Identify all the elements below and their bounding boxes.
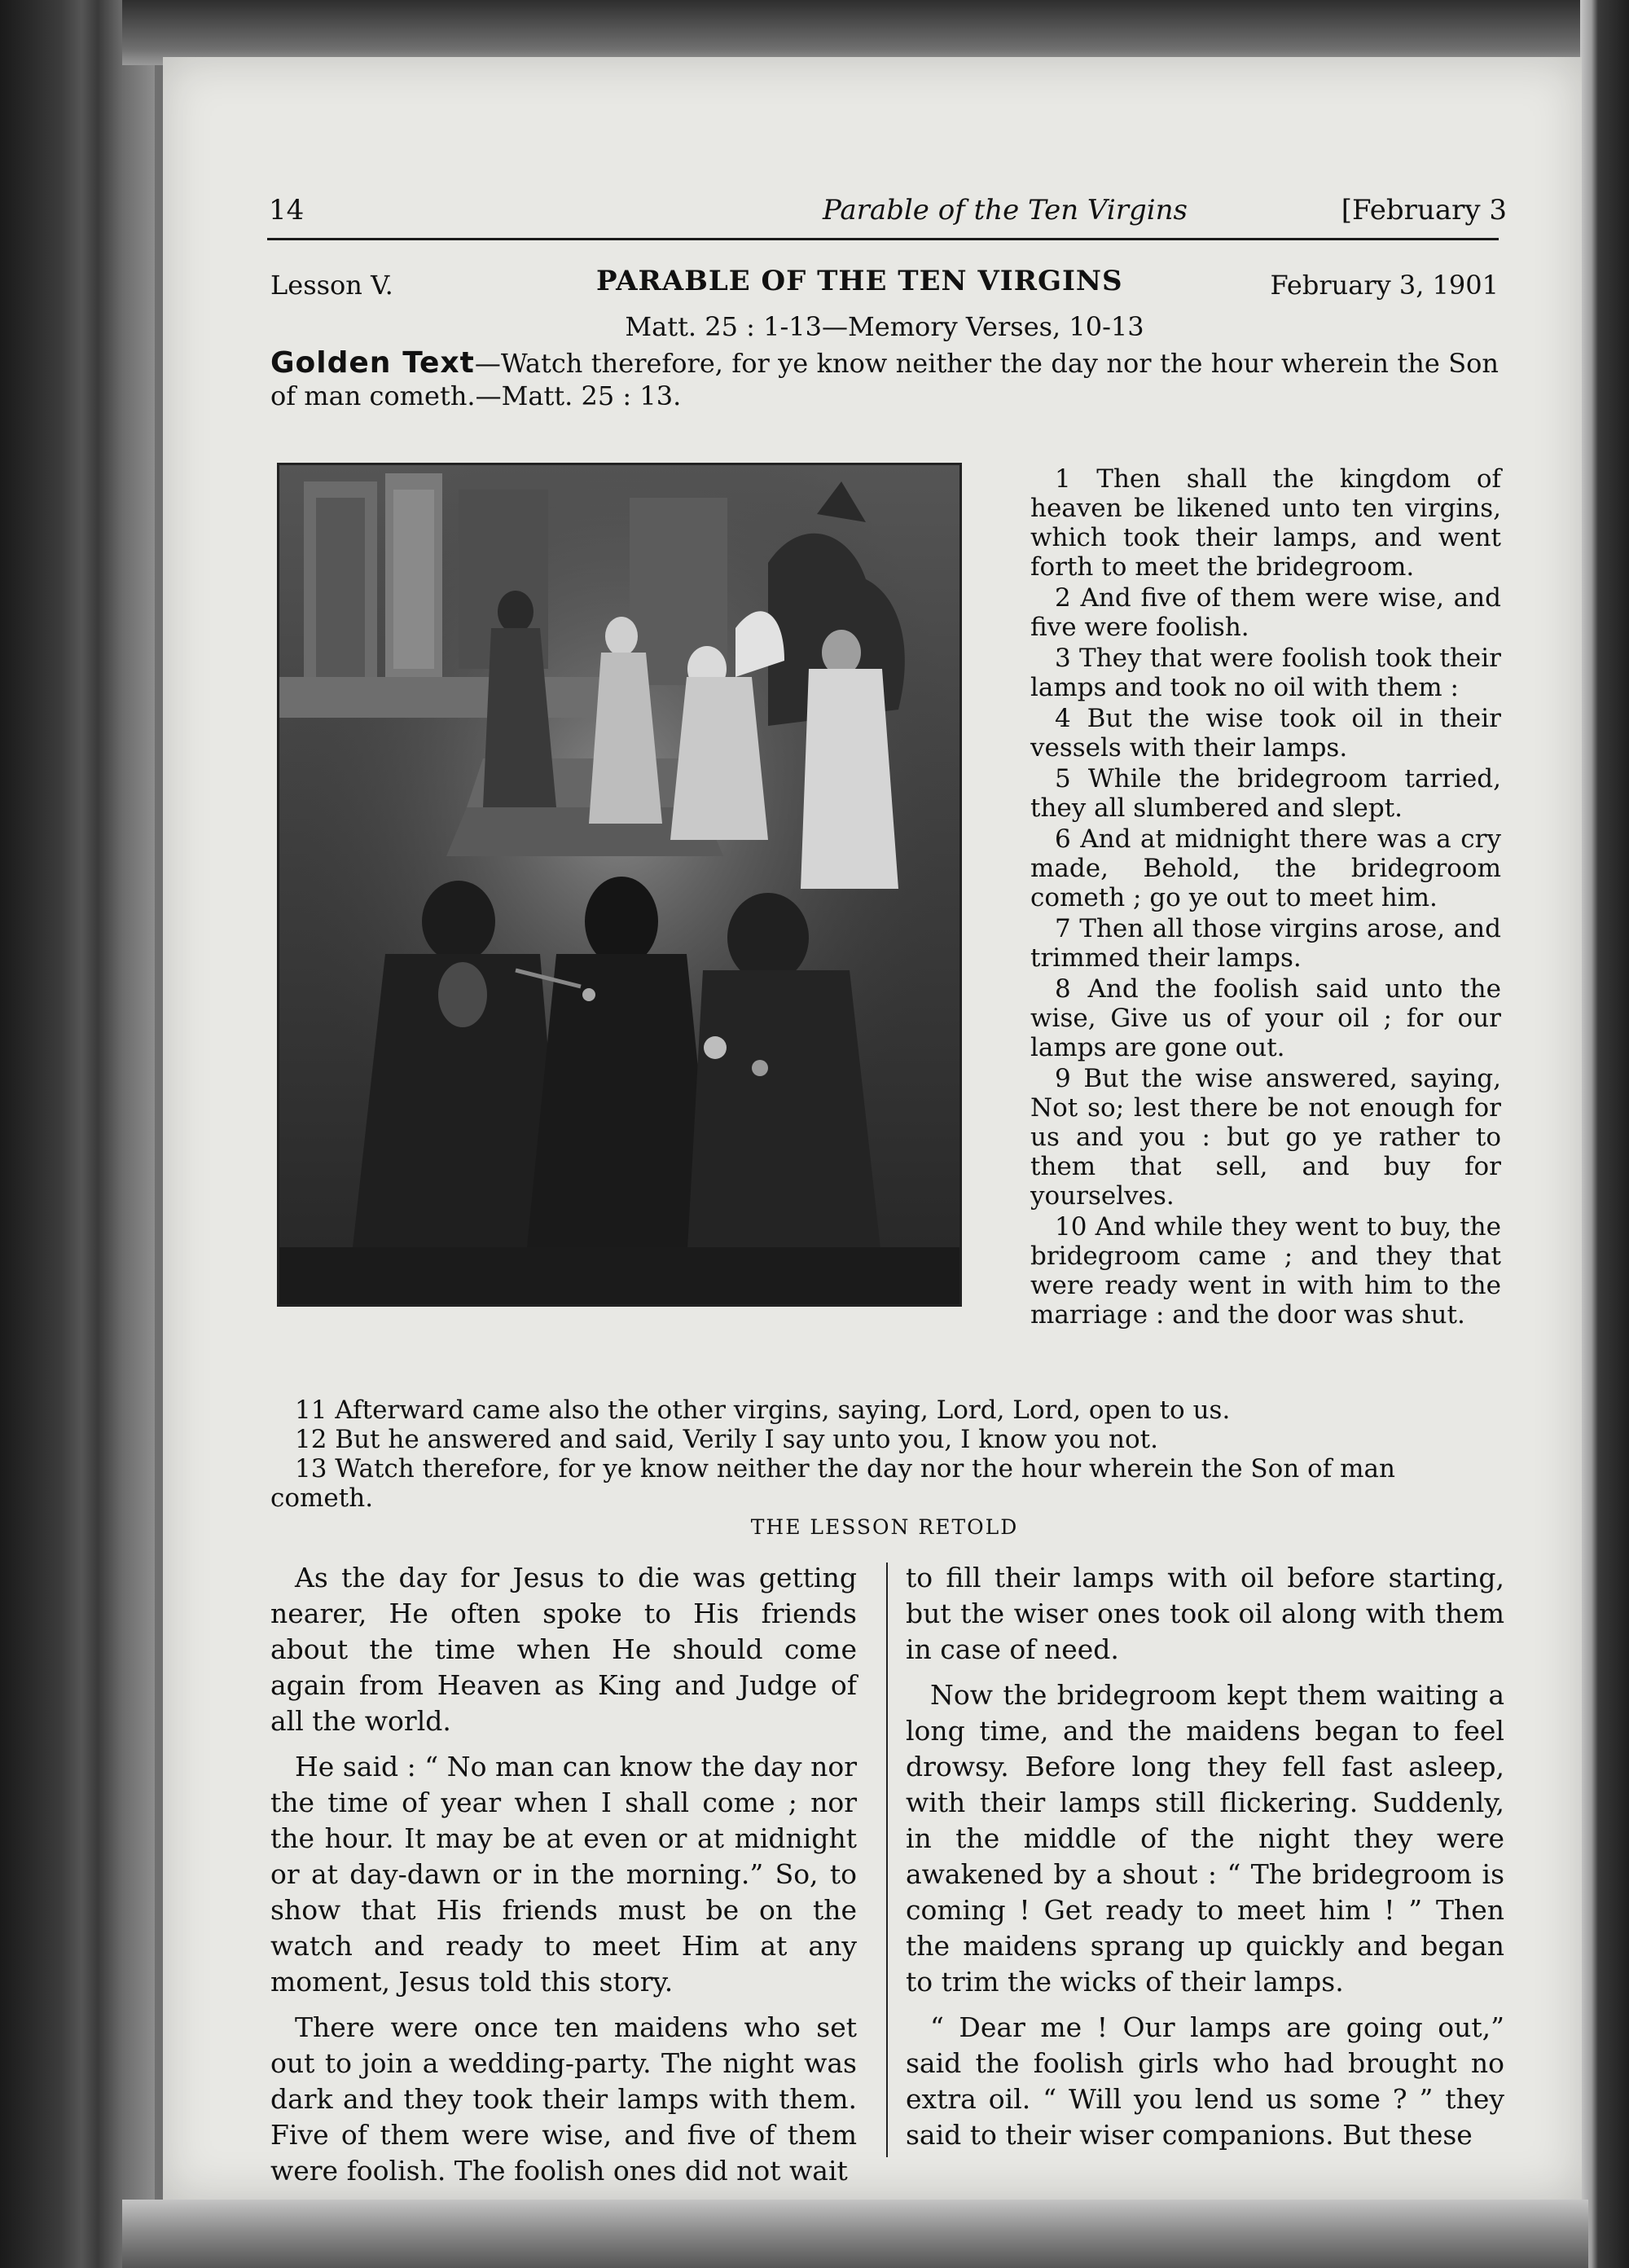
golden-text-label: Golden Text [270, 346, 475, 380]
retold-paragraph: He said : “ No man can know the day nor the time of year when I shall come ; nor the hour. It may be at even or at midnight or at day-dawn or in the morning.” So, to show that His friends must be on the watch and ready to meet Him at any moment, Jesus told this story. [270, 1751, 857, 1998]
running-title: Parable of the Ten Virgins [823, 194, 1188, 226]
lesson-date: February 3, 1901 [1270, 270, 1499, 301]
retold-paragraph: “ Dear me ! Our lamps are going out,” said the foolish girls who had brought no extra oil. “ Will you lend us some ? ” they said to their wiser companions. But these [906, 2011, 1504, 2151]
verse-6: 6 And at midnight there was a cry made, Behold, the bridegroom cometh ; go ye out to meet him. [1030, 824, 1501, 912]
running-date: [February 3 [1341, 194, 1507, 226]
verse-5: 5 While the bridegroom tarried, they all slumbered and slept. [1030, 764, 1501, 823]
running-head [269, 194, 1507, 226]
retold-paragraph: Now the bridegroom kept them waiting a long time, and the maidens began to feel drowsy. Before long they fell fast asleep, with their lamps still flickering. Suddenly, in the middle of the night they were awakened by a shout : “ The bridegroom is coming ! Get ready to meet him ! ” Then the maidens sprang up quickly and began to trim the wicks of their lamps. [906, 1679, 1504, 1998]
retold-column-right [906, 1560, 1504, 2163]
retold-paragraph: There were once ten maidens who set out to join a wedding-party. The night was dark and they took their lamps with them. Five of them were wise, and five of them were foolish. The foolish ones did not wait [270, 2011, 857, 2187]
verse-4: 4 But the wise took oil in their vessels with their lamps. [1030, 704, 1501, 763]
book-spine-edge [0, 0, 155, 2268]
verse-13: 13 Watch therefore, for ye know neither the day nor the hour wherein the Son of man cometh. [270, 1454, 1395, 1513]
engraving-illustration [277, 463, 962, 1307]
retold-column-left [270, 1560, 857, 2199]
retold-paragraph: As the day for Jesus to die was getting nearer, He often spoke to His friends about the time when He should come again from Heaven as King and Judge of all the world. [270, 1562, 857, 1737]
verse-2: 2 And five of them were wise, and five were foolish. [1030, 583, 1501, 642]
header-rule [267, 238, 1499, 240]
verse-1: 1 Then shall the kingdom of heaven be likened unto ten virgins, which took their lamps, and went forth to meet the bridegroom. [1030, 464, 1501, 582]
verse-10: 10 And while they went to buy, the bridegroom came ; and they that were ready went in with him to the marriage : and the door was shut. [1030, 1212, 1501, 1330]
verse-9: 9 But the wise answered, saying, Not so; lest there be not enough for us and you : but go ye rather to them that sell, and buy for yourselves. [1030, 1064, 1501, 1211]
verse-7: 7 Then all those virgins arose, and trimmed their lamps. [1030, 914, 1501, 973]
book-right-edge [1580, 0, 1629, 2268]
verse-3: 3 They that were foolish took their lamps and took no oil with them : [1030, 644, 1501, 702]
scripture-reference: Matt. 25 : 1-13—Memory Verses, 10-13 [625, 311, 1144, 342]
golden-text-body: —Watch therefore, for ye know neither the day nor the hour wherein the Son of man cometh.—Matt. 25 : 13. [270, 348, 1499, 411]
verse-8: 8 And the foolish said unto the wise, Give us of your oil ; for our lamps are gone out. [1030, 974, 1501, 1062]
verse-11: 11 Afterward came also the other virgins, saying, Lord, Lord, open to us. [295, 1396, 1231, 1425]
column-divider [886, 1563, 888, 2157]
scripture-verses-full-width [270, 1396, 1502, 1513]
retold-paragraph: to fill their lamps with oil before starting, but the wiser ones took oil along with them in case of need. [906, 1562, 1504, 1665]
scripture-verses-column [1030, 464, 1501, 1331]
section-heading: THE LESSON RETOLD [750, 1515, 1019, 1539]
scan-bottom-margin [122, 2200, 1588, 2268]
golden-text [270, 347, 1499, 412]
lesson-title: PARABLE OF THE TEN VIRGINS [596, 265, 1123, 297]
lesson-header [270, 265, 1499, 302]
page-number: 14 [269, 194, 305, 226]
verse-12: 12 But he answered and said, Verily I say unto you, I know you not. [295, 1425, 1158, 1454]
lesson-number: Lesson V. [270, 270, 393, 301]
scan-top-margin [122, 0, 1588, 65]
book-page [163, 57, 1582, 2200]
